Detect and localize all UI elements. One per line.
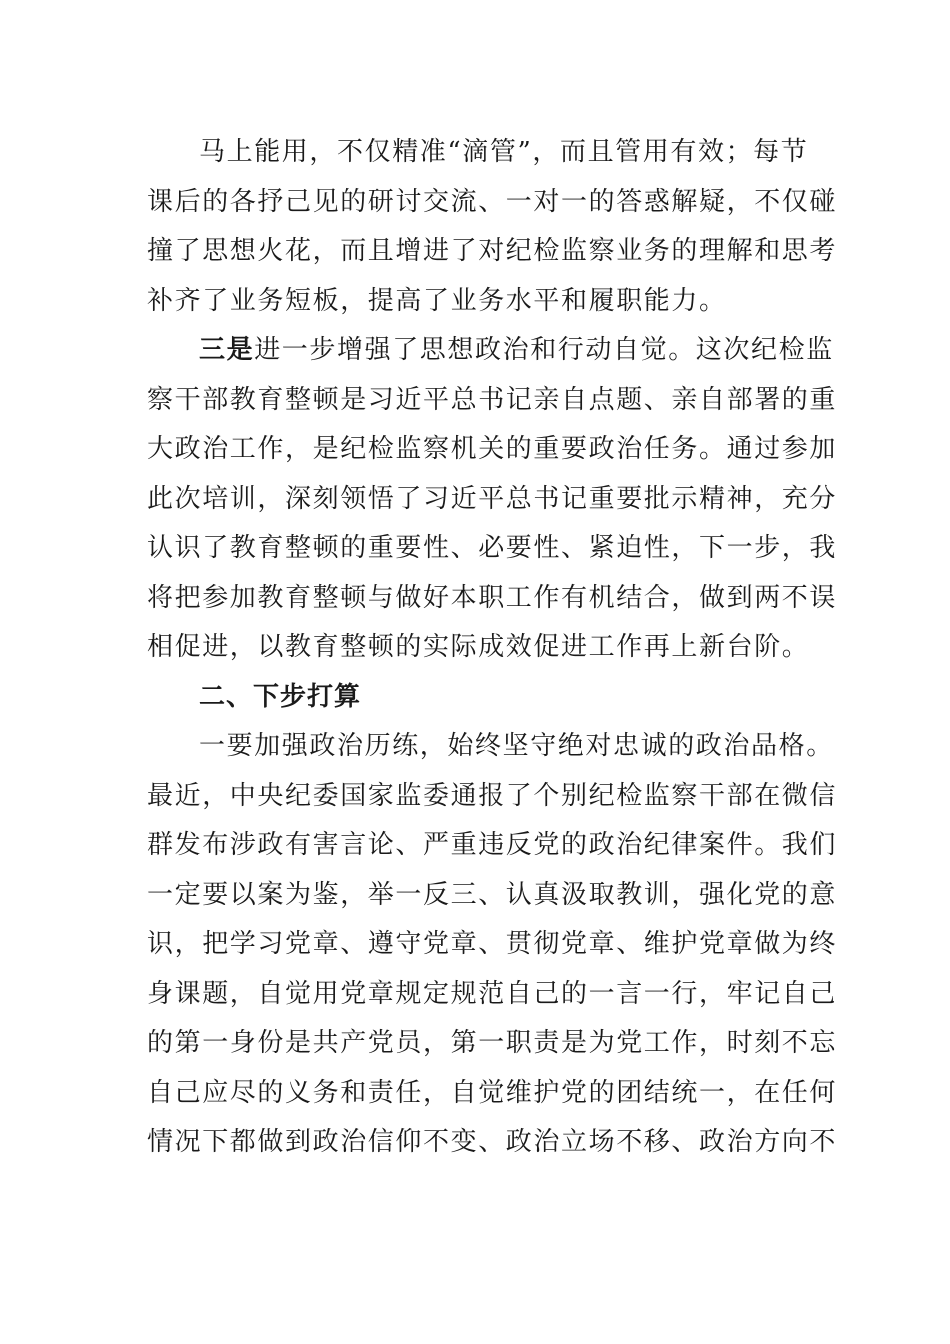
text-line: 身课题，自觉用党章规定规范自己的一言一行，牢记自己: [147, 978, 838, 1009]
text-line: 相促进，以教育整顿的实际成效促进工作再上新台阶。: [147, 632, 810, 662]
text-line: 最近，中央纪委国家监委通报了个别纪检监察干部在微信: [147, 780, 838, 811]
text-line: 马上能用，不仅精准“滴管”，而且管用有效；每节: [199, 137, 809, 167]
text-line: 撞了思想火花，而且增进了对纪检监察业务的理解和思考: [147, 236, 838, 266]
text-line: 群发布涉政有害言论、严重违反党的政治纪律案件。我们: [147, 830, 838, 860]
text-line: 大政治工作，是纪检监察机关的重要政治任务。通过参加: [147, 434, 838, 464]
text-line: 自己应尽的义务和责任，自觉维护党的团结统一，在任何: [147, 1077, 838, 1108]
document-body: [147, 128, 838, 1168]
text-line: 课后的各抒己见的研讨交流、一对一的答惑解疑，不仅碰: [147, 186, 838, 217]
text-line: 此次培训，深刻领悟了习近平总书记重要批示精神，充分: [147, 483, 838, 514]
point-three-first-line: [147, 326, 834, 376]
text-line: 补齐了业务短板，提高了业务水平和履职能力。: [147, 285, 727, 316]
text-line: 一定要以案为鉴，举一反三、认真汲取教训，强化党的意: [147, 879, 838, 910]
text-line: 识，把学习党章、遵守党章、贯彻党章、维护党章做为终: [147, 929, 838, 959]
point-one-first-line: 一要加强政治历练，始终坚守绝对忠诚的政治品格。: [199, 731, 834, 761]
point-three-label: 三是: [199, 335, 255, 365]
text-line: 认识了教育整顿的重要性、必要性、紧迫性，下一步，我: [147, 533, 838, 563]
section-heading: 二、下步打算: [199, 681, 362, 712]
text-line: 察干部教育整顿是习近平总书记亲自点题、亲自部署的重: [147, 384, 838, 415]
text-line: 的第一身份是共产党员，第一职责是为党工作，时刻不忘: [147, 1028, 838, 1058]
text-line: 将把参加教育整顿与做好本职工作有机结合，做到两不误: [147, 582, 838, 613]
text-line: 情况下都做到政治信仰不变、政治立场不移、政治方向不: [147, 1127, 838, 1157]
point-three-first-line-text: 进一步增强了思想政治和行动自觉。这次纪检监: [254, 335, 834, 365]
